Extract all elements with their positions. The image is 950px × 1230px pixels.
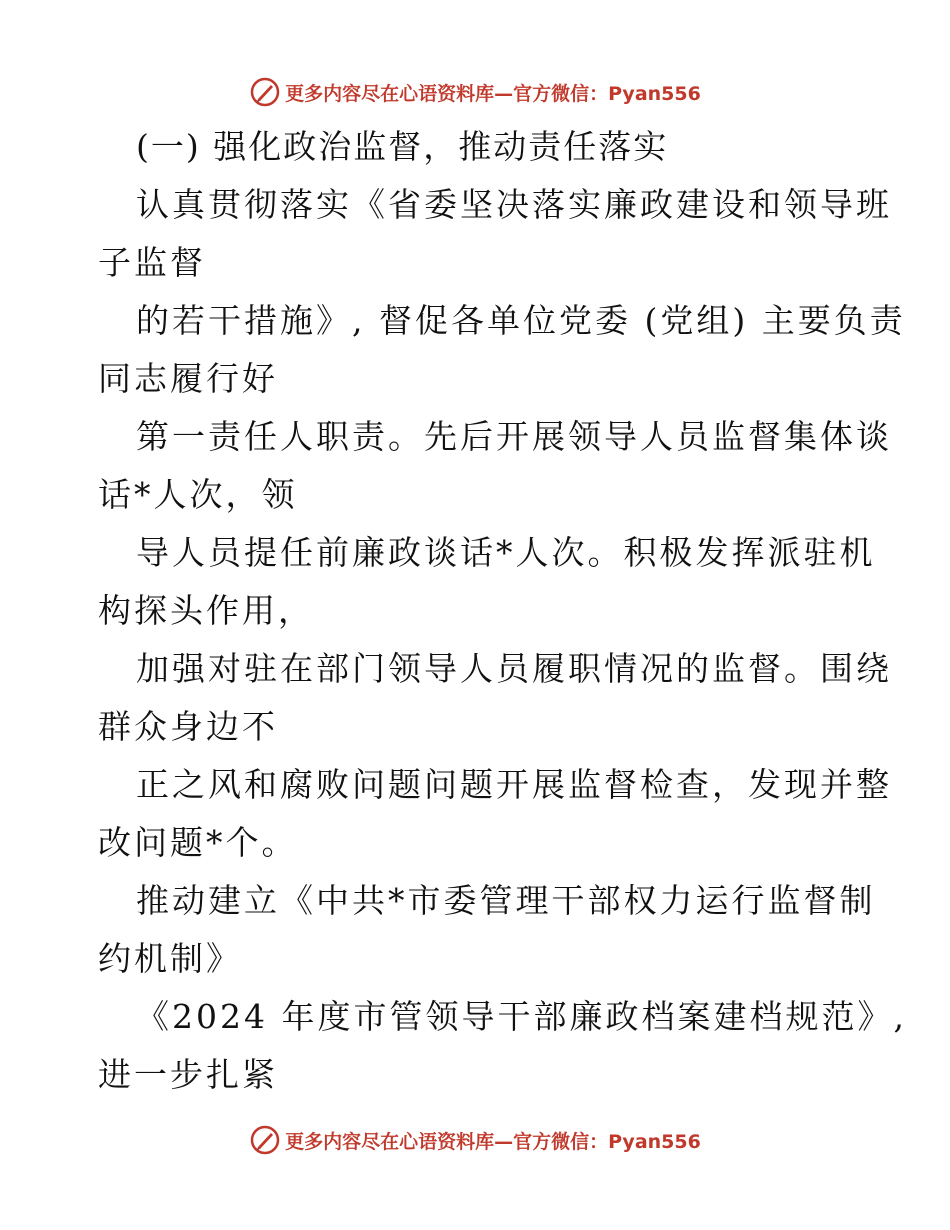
- paragraph-line: 话*人次，领: [98, 475, 298, 514]
- paragraph-line: 同志履行好: [98, 359, 278, 398]
- document-body: [98, 118, 907, 1104]
- footer-banner-text: 更多内容尽在心语资料库—官方微信：Pyan556: [285, 1130, 701, 1153]
- paragraph-line: 认真贯彻落实《省委坚决落实廉政建设和领导班: [136, 185, 892, 224]
- paragraph-line: 推动建立《中共*市委管理干部权力运行监督制: [136, 881, 876, 920]
- paragraph-line: 正之风和腐败问题问题开展监督检查，发现并整: [136, 765, 892, 804]
- section-heading: (一) 强化政治监督，推动责任落实: [136, 127, 669, 166]
- paragraph-line: 《2024 年度市管领导干部廉政档案建档规范》,: [136, 997, 907, 1036]
- paragraph-line: 子监督: [98, 243, 206, 282]
- paragraph-line: 群众身边不: [98, 707, 278, 746]
- paragraph-line: 构探头作用，: [98, 591, 314, 630]
- header-banner: [0, 72, 950, 112]
- paragraph-line: 改问题*个。: [98, 823, 298, 862]
- quill-pen-logo-icon: [249, 76, 281, 108]
- paragraph-line: 加强对驻在部门领导人员履职情况的监督。围绕: [136, 649, 892, 688]
- paragraph-line: 导人员提任前廉政谈话*人次。积极发挥派驻机: [136, 533, 876, 572]
- footer-banner: [0, 1120, 950, 1160]
- paragraph-line: 进一步扎紧: [98, 1055, 278, 1094]
- quill-pen-logo-icon: [249, 1124, 281, 1156]
- paragraph-line: 的若干措施》, 督促各单位党委 (党组) 主要负责: [136, 301, 906, 340]
- paragraph-line: 第一责任人职责。先后开展领导人员监督集体谈: [136, 417, 892, 456]
- header-banner-text: 更多内容尽在心语资料库—官方微信：Pyan556: [285, 82, 701, 105]
- paragraph-line: 约机制》: [98, 939, 242, 978]
